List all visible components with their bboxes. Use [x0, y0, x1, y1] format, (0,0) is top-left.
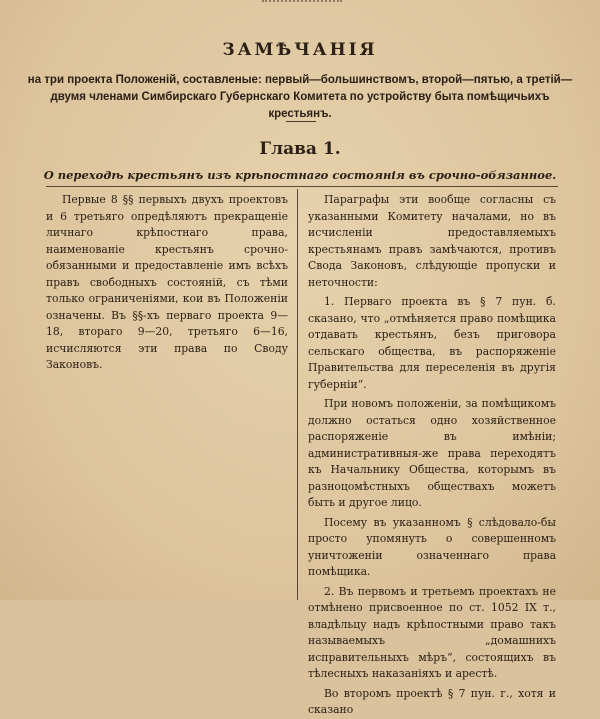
right-column — [308, 192, 556, 719]
top-decoration — [262, 0, 342, 8]
subtitle-line: на три проекта Положеній, составленые: первый—большинствомъ, второй—пятью, а третій— — [27, 74, 573, 86]
paragraph: Параграфы эти вообще согласны съ указанными Комитету началами, но въ исчисленіи предоставляемыхъ крестьянамъ правъ замѣчаются, противъ Свода Законовъ, слѣдующіе пропуски и неточности: — [308, 193, 556, 289]
paragraph: Первые 8 §§ первыхъ двухъ проектовъ и 6 третьяго опредѣляютъ прекращеніе личнаго крѣпостнаго права, наименованіе крестьянъ срочно-обязанными и предоставленіе имъ всѣхъ правъ свободныхъ состояній, съ тѣми только ограниченіями, кои въ Положеніи означены. Въ §§-хъ перваго проекта 9—18, втораго 9—20, третьяго 6—16, исчисляются эти права по Своду Законовъ. — [46, 193, 288, 371]
chapter-subtitle: О переходѣ крестьянъ изъ крѣпостнаго состоянія въ срочно-обязанное. — [43, 168, 557, 182]
column-top-rule — [46, 186, 558, 187]
left-column — [46, 192, 288, 374]
paragraph: При новомъ положеніи, за помѣщикомъ должно остаться одно хозяйственное распоряженіе въ имѣніи; административныя-же права переходятъ къ Начальнику Общества, которымъ въ разноцомѣстныхъ обществахъ можетъ быть и другое лицо. — [308, 397, 556, 509]
separator — [286, 121, 316, 122]
document-title: ЗАМѢЧАНІЯ — [222, 40, 378, 60]
subtitle-line: двумя членами Симбирскаго Губернскаго Комитета по устройству быта помѣщичьихъ крестьянъ. — [50, 91, 550, 120]
paragraph: Во второмъ проектѣ § 7 пун. г., хотя и сказано — [308, 686, 556, 716]
column-divider — [297, 189, 298, 600]
paragraph: 1. Перваго проекта въ § 7 пун. б. сказано, что „отмѣняется право помѣщика отдавать крестьянъ, безъ приговора сельскаго общества, въ распоряженіе Правительства для переселенія въ другія губерніи“. — [308, 295, 556, 391]
paragraph: 2. Въ первомъ и третьемъ проектахъ не отмѣнено присвоенное по ст. 1052 IX т., владѣльцу надъ крѣпостными право такъ называемыхъ „домашнихъ исправительныхъ мѣръ“, состоящихъ въ тѣлесныхъ наказаніяхъ и арестѣ. — [308, 584, 556, 680]
document-subtitle — [20, 72, 580, 123]
chapter-title: Глава 1. — [259, 139, 341, 159]
paragraph: Посему въ указанномъ § слѣдовало-бы просто упомянуть о совершенномъ уничтоженіи означеннаго права помѣщика. — [308, 515, 556, 578]
